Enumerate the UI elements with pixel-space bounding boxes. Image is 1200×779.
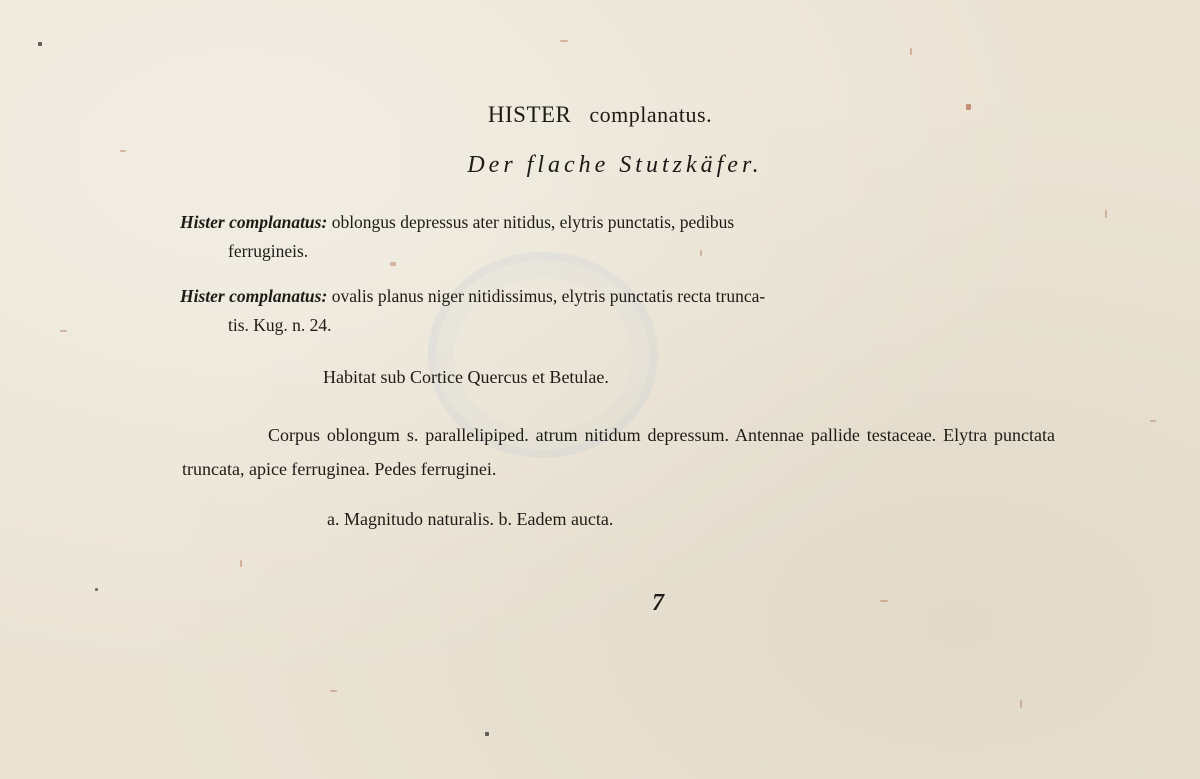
paper-fleck — [60, 330, 67, 332]
synonym-continuation: ferrugineis. — [228, 241, 309, 261]
paper-fleck — [1020, 700, 1022, 708]
synonym-name: Hister complanatus: — [180, 212, 328, 232]
synonym-name: Hister complanatus: — [180, 286, 328, 306]
paper-fleck — [240, 560, 242, 567]
paper-fleck — [1150, 420, 1156, 422]
title-genus: HISTER — [487, 102, 572, 127]
synonym-text: ovalis planus niger nitidissimus, elytris punctatis recta trunca- — [331, 286, 766, 306]
paper-fleck — [95, 588, 98, 591]
figure-explanation: a. Magnitudo naturalis. b. Eadem aucta. — [327, 509, 614, 529]
synonym-entry — [180, 208, 1055, 266]
paper-fleck — [910, 48, 912, 55]
german-common-name: Der flache Stutzkäfer. — [467, 152, 763, 178]
synonym-continuation: tis. Kug. n. 24. — [228, 315, 332, 335]
paper-fleck — [560, 40, 568, 42]
page-title — [0, 102, 1200, 128]
habitat-line: Habitat sub Cortice Quercus et Betulae. — [323, 367, 609, 387]
title-species: complanatus. — [589, 102, 713, 127]
description-paragraph: Corpus oblongum s. parallelipiped. atrum nitidum depressum. Antennae pallide testaceae. Elytra punctata truncata, apice ferruginea. Pedes ferruginei. — [182, 425, 1055, 479]
synonym-entry — [180, 282, 1055, 340]
page-number: 7 — [652, 590, 664, 616]
paper-fleck — [330, 690, 337, 692]
paper-fleck — [1105, 210, 1107, 218]
paper-fleck — [880, 600, 888, 602]
paper-fleck — [38, 42, 42, 46]
synonym-text: oblongus depressus ater nitidus, elytris punctatis, pedibus — [331, 212, 735, 232]
paper-fleck — [485, 732, 489, 736]
